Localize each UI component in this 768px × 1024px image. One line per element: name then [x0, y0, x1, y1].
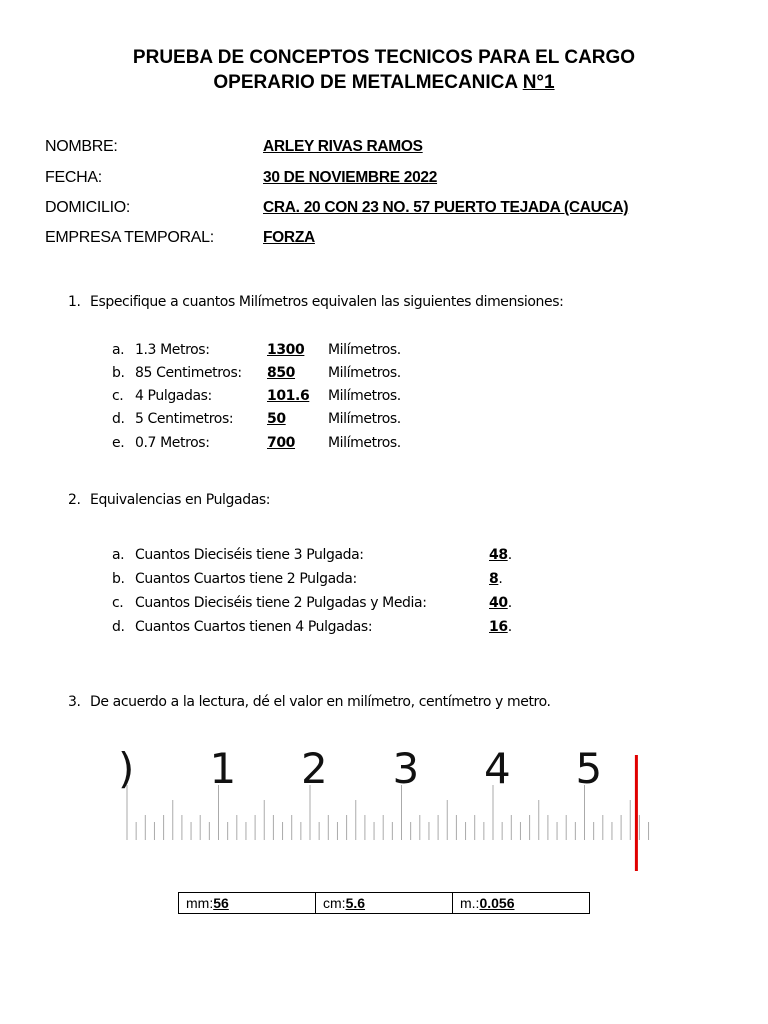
reading-cell-mm	[179, 893, 316, 913]
q1-item-unit: Milímetros.	[328, 342, 401, 358]
document-title-line-1: PRUEBA DE CONCEPTOS TECNICOS PARA EL CARGO	[132, 47, 636, 68]
q1-item-letter: b.	[112, 365, 125, 381]
q2-item-answer-wrap	[489, 547, 512, 563]
reading-value-m: 0.056	[479, 895, 515, 911]
q1-item-unit: Milímetros.	[328, 411, 401, 427]
q1-item-label: 0.7 Metros:	[135, 435, 210, 451]
info-value-nombre: ARLEY RIVAS RAMOS	[263, 138, 423, 155]
ruler-number: )	[118, 744, 135, 793]
reading-cell-m	[453, 893, 589, 913]
q1-item-label: 85 Centimetros:	[135, 365, 242, 381]
reading-value-cm: 5.6	[345, 895, 366, 911]
q2-item-letter: b.	[112, 571, 125, 587]
q2-item-label: Cuantos Dieciséis tiene 2 Pulgadas y Media:	[135, 595, 427, 611]
ruler-number: 5	[575, 744, 603, 793]
q1-item-unit: Milímetros.	[328, 435, 401, 451]
q2-item-suffix: .	[507, 595, 512, 611]
q3-text: De acuerdo a la lectura, dé el valor en milímetro, centímetro y metro.	[90, 694, 551, 710]
info-value-fecha: 30 DE NOVIEMBRE 2022	[263, 169, 438, 186]
reading-cell-cm	[316, 893, 453, 913]
q2-item-suffix: .	[498, 571, 503, 587]
q2-item-answer-wrap	[489, 571, 502, 587]
q1-item-answer: 700	[267, 435, 296, 451]
q2-item-label: Cuantos Dieciséis tiene 3 Pulgada:	[135, 547, 364, 563]
q1-item-unit: Milímetros.	[328, 388, 401, 404]
reading-label-m: m.:	[460, 895, 480, 911]
q1-item-letter: a.	[112, 342, 125, 358]
q1-item-answer: 101.6	[267, 388, 310, 404]
info-label-fecha: FECHA:	[45, 169, 102, 186]
q1-item-letter: c.	[112, 388, 124, 404]
q1-item-answer: 850	[267, 365, 296, 381]
q1-item-label: 5 Centimetros:	[135, 411, 234, 427]
q2-item-suffix: .	[507, 619, 512, 635]
q1-item-label: 4 Pulgadas:	[135, 388, 212, 404]
document-title-line-2	[0, 71, 768, 95]
q2-item-letter: a.	[112, 547, 125, 563]
q1-item-unit: Milímetros.	[328, 365, 401, 381]
q2-item-answer: 40	[489, 595, 508, 611]
q2-item-answer-wrap	[489, 595, 512, 611]
q1-item-letter: d.	[112, 411, 125, 427]
ruler	[120, 740, 650, 875]
q2-text: Equivalencias en Pulgadas:	[90, 492, 271, 508]
q2-item-answer: 48	[489, 547, 508, 563]
q1-item-letter: e.	[112, 435, 125, 451]
q2-item-letter: d.	[112, 619, 125, 635]
q1-text: Especifique a cuantos Milímetros equivalen las siguientes dimensiones:	[90, 294, 564, 310]
q1-number: 1.	[68, 294, 81, 310]
q2-item-label: Cuantos Cuartos tiene 2 Pulgada:	[135, 571, 357, 587]
q2-item-label: Cuantos Cuartos tienen 4 Pulgadas:	[135, 619, 373, 635]
q1-item-answer: 50	[267, 411, 286, 427]
reading-value-mm: 56	[213, 895, 229, 911]
title-number: N°1	[522, 72, 555, 93]
q1-item-label: 1.3 Metros:	[135, 342, 210, 358]
info-value-domicilio: CRA. 20 CON 23 NO. 57 PUERTO TEJADA (CAUCA)	[263, 199, 629, 216]
ruler-number: 2	[301, 744, 328, 793]
q1-item-answer: 1300	[267, 342, 305, 358]
q2-item-answer-wrap	[489, 619, 512, 635]
reading-label-cm: cm:	[323, 895, 346, 911]
ruler-number: 1	[209, 744, 237, 793]
info-label-nombre: NOMBRE:	[45, 138, 118, 155]
reading-label-mm: mm:	[186, 895, 214, 911]
ruler-number: 3	[392, 744, 420, 793]
info-label-domicilio: DOMICILIO:	[45, 199, 131, 216]
ruler-numbers	[118, 744, 602, 793]
q2-item-answer: 16	[489, 619, 508, 635]
q2-item-answer: 8	[489, 571, 499, 587]
info-label-empresa: EMPRESA TEMPORAL:	[45, 229, 214, 246]
title-prefix: OPERARIO DE METALMECANICA	[213, 72, 523, 93]
q2-item-letter: c.	[112, 595, 124, 611]
info-value-empresa: FORZA	[263, 229, 315, 246]
q3-number: 3.	[68, 694, 81, 710]
ruler-number: 4	[484, 744, 511, 793]
q2-number: 2.	[68, 492, 81, 508]
readings-table	[178, 892, 590, 914]
q2-item-suffix: .	[507, 547, 512, 563]
ruler-ticks	[127, 785, 649, 840]
